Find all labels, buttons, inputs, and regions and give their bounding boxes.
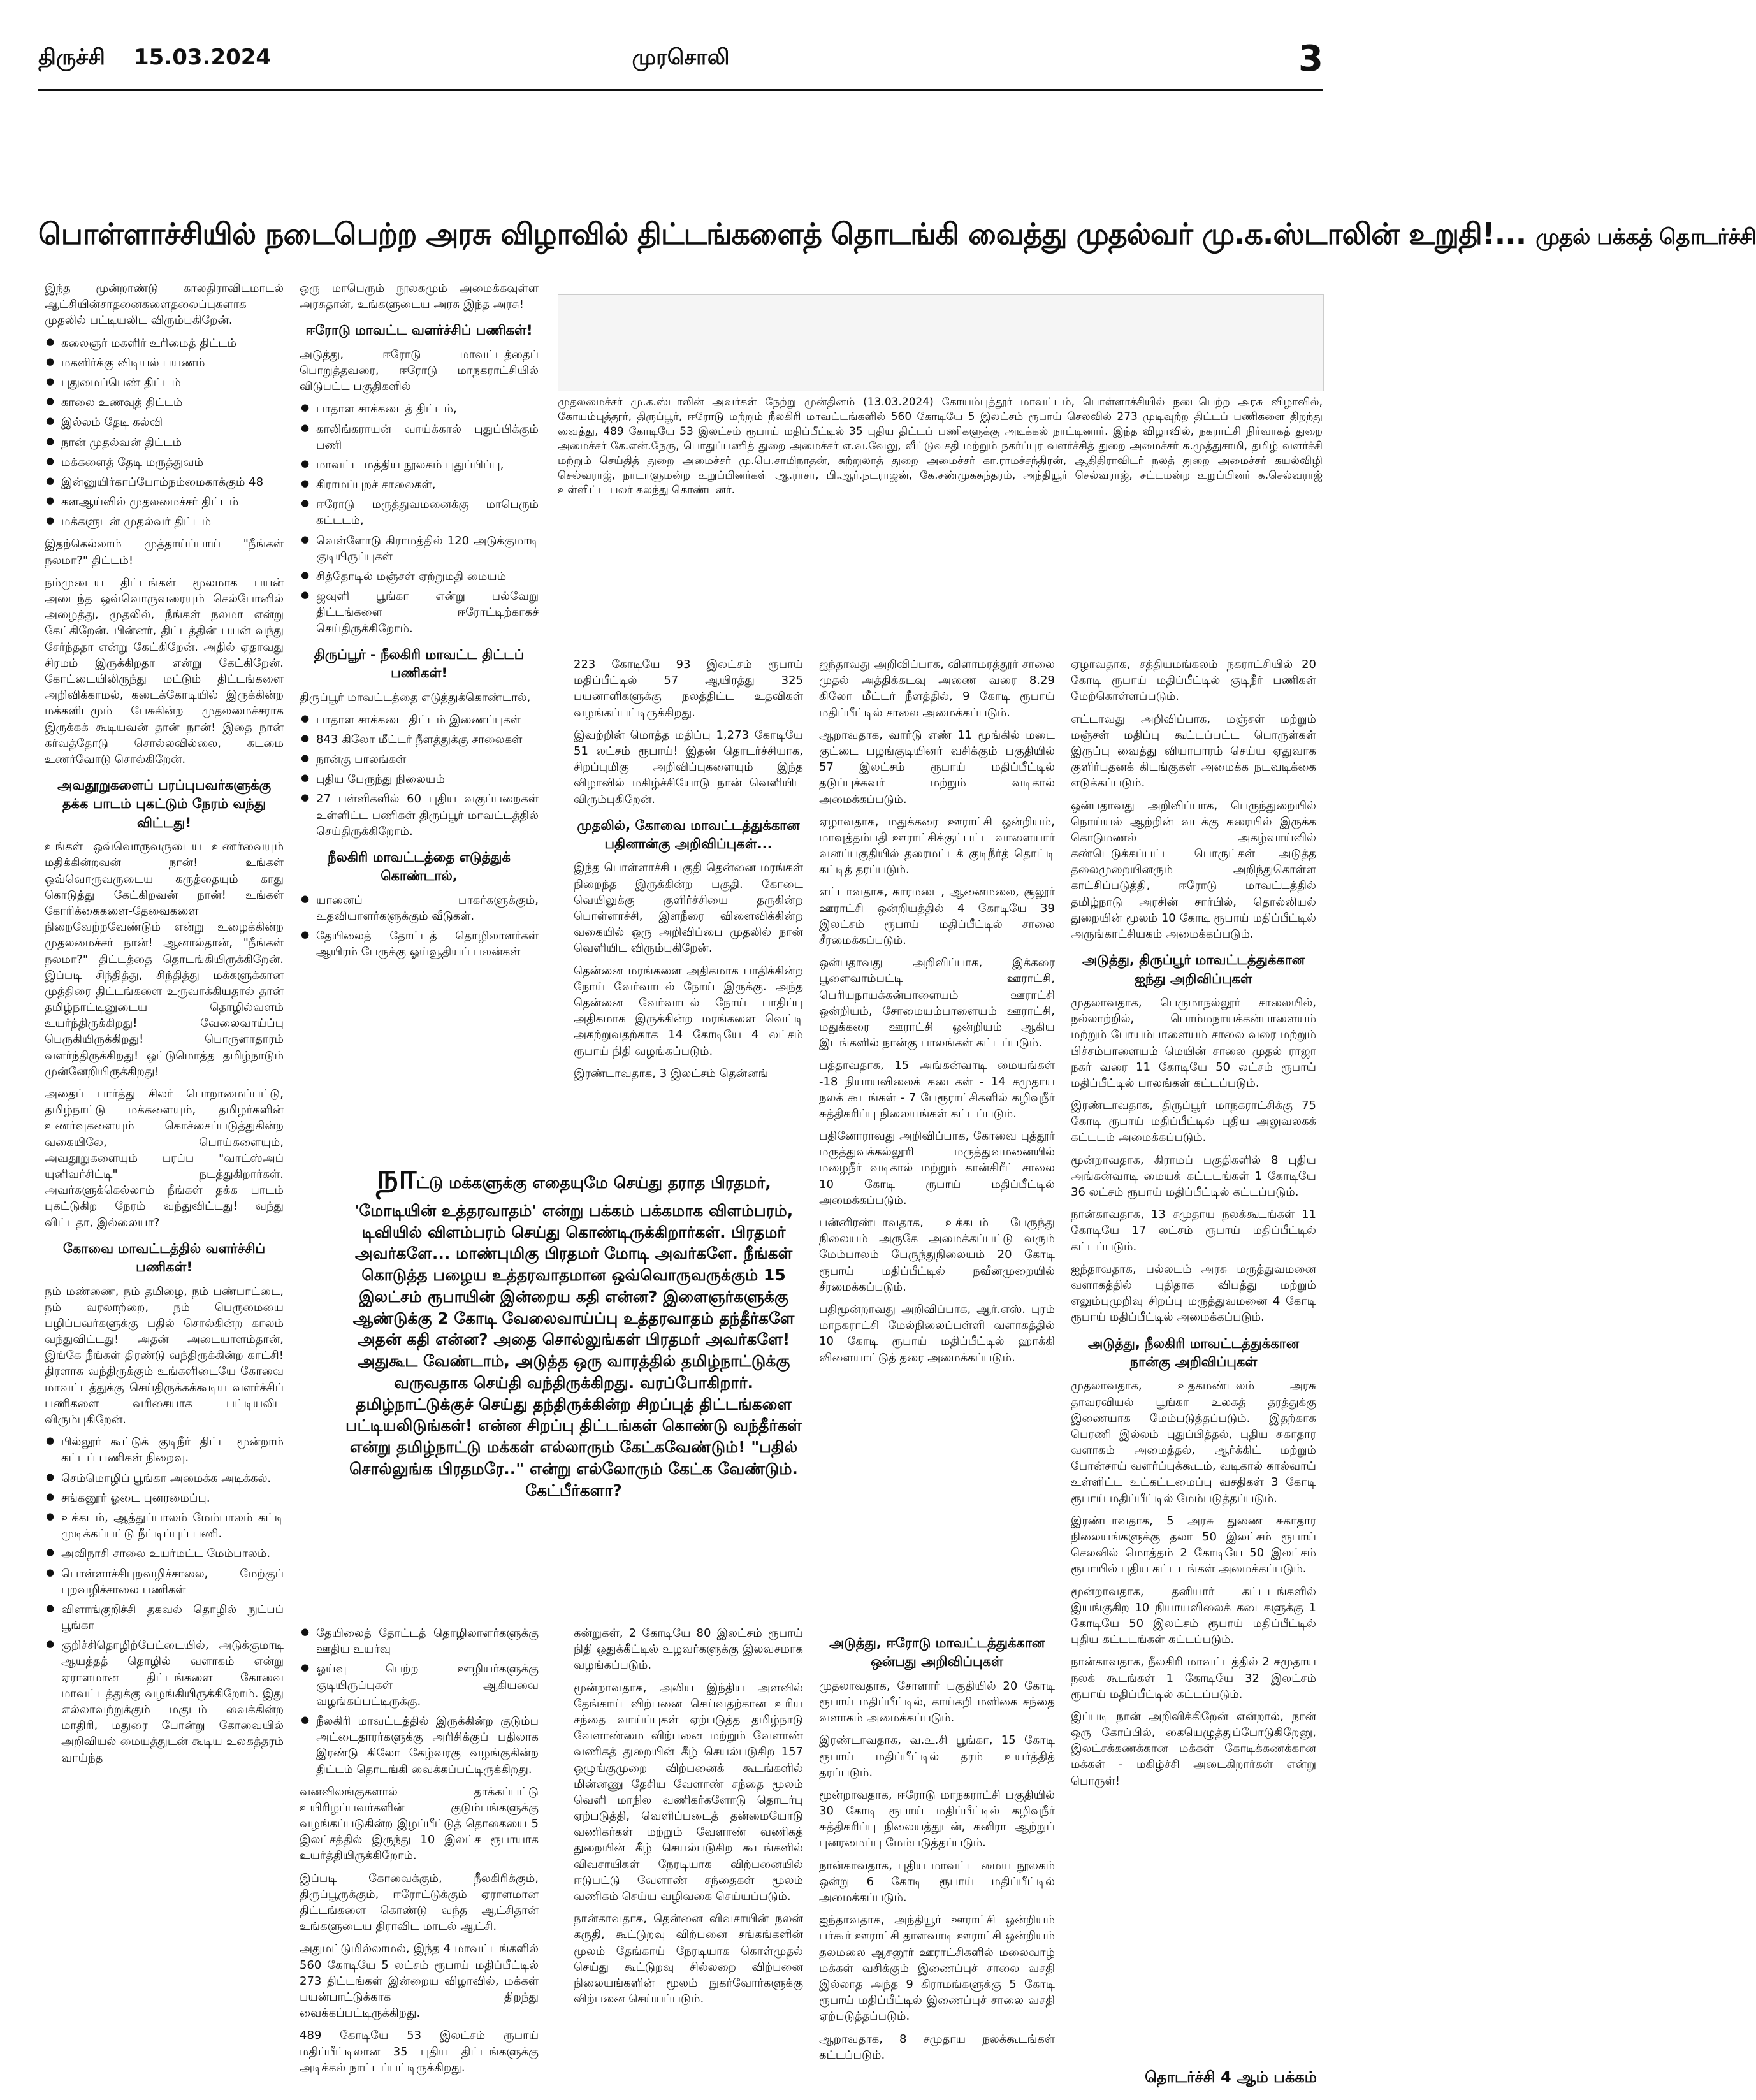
subheading: திருப்பூர் - நீலகிரி மாவட்ட திட்டப் பணிகள்!	[314, 646, 525, 681]
subheading: அடுத்து, திருப்பூர் மாவட்டத்துக்கான ஐந்து அறிவிப்புகள்	[1082, 952, 1305, 987]
paragraph: எட்டாவது அறிவிப்பாக, மஞ்சள் மற்றும் மஞ்சள் மதிப்பு கூட்டப்பட்ட பொருள்கள் இருப்பு வைத்து வியாபாரம் செய்ய ஏதுவாக குளிர்பதனக் கிடங்குகள் அமைக்க நடவடிக்கை எடுக்கப்படும்.	[1071, 712, 1316, 790]
bullet-list	[300, 892, 539, 960]
edition-location: திருச்சி	[38, 45, 105, 70]
paragraph: இவற்றின் மொத்த மதிப்பு 1,273 கோடியே 51 லட்சம் ரூபாய்! இதன் தொடர்ச்சியாக, சிறப்புமிகு அறிவிப்புகளையும் இந்த விழாவில் மகிழ்ச்சியோடு நான் வெளியிட விரும்புகிறேன்.	[574, 728, 803, 806]
paragraph: அதைப் பார்த்து சிலர் பொறாமைப்பட்டு, தமிழ்நாட்டு மக்களையும், தமிழர்களின் உணர்வுகளையும் கொச்சைப்படுத்துகின்ற வகையிலே, பொய்களையும், அவதூறுகளையும் பரப்ப "வாட்ஸ்அப் யுனிவர்சிட்டி" நடத்துகிறார்கள். அவர்களுக்கெல்லாம் நீங்கள் தக்க பாடம் புகட்டுகிற நேரம் வந்துவிட்டது! வந்து விட்டதா, இல்லையா?	[45, 1087, 284, 1229]
list-item: ● களஆய்வில் முதலமைச்சர் திட்டம்	[45, 494, 284, 510]
list-item: ● காலிங்கராயன் வாய்க்கால் புதுப்பிக்கும் பணி	[300, 421, 539, 453]
photo-caption: முதலமைச்சர் மு.க.ஸ்டாலின் அவர்கள் நேற்று முன்தினம் (13.03.2024) கோயம்புத்தூர் மாவட்டம், பொள்ளாச்சியில் நடைபெற்ற அரசு விழாவில், கோயம்புத்தூர், திருப்பூர், ஈரோடு மற்றும் நீலகிரி மாவட்டங்களில் 560 கோடியே 5 இலட்சம் ரூபாய் செலவில் 273 முடிவுற்ற திட்டப் பணிகளை திறந்து வைத்து, 489 கோடியே 53 இலட்சம் ரூபாய் மதிப்பீட்டில் 35 புதிய திட்டப் பணிகளுக்கு அடிக்கல் நாட்டினார். இந்த விழாவில், நகராட்சி நிர்வாகத் துறை அமைச்சர் கே.என்.நேரு, பொதுப்பணித் துறை அமைச்சர் எ.வ.வேலு, வீட்டுவசதி மற்றும் நகர்ப்புர வளர்ச்சித் துறை அமைச்சர் சு.முத்துசாமி, தமிழ் வளர்ச்சி மற்றும் செய்தித் துறை அமைச்சர் மு.பெ.சாமிநாதன், சுற்றுலாத் துறை அமைச்சர் கா.ராமச்சந்திரன், ஆதிதிராவிடர் நலத் துறை அமைச்சர் கயல்விழி செல்வராஜ், நாடாளுமன்ற உறுப்பினர்கள் ஆ.ராசா, பி.ஆர்.நடராஜன், கே.சண்முகசுந்தரம், அந்தியூர் செல்வராஜ், சட்டமன்ற உறுப்பினர் க.செல்வராஜ் உள்ளிட்ட பலர் கலந்து கொண்டனர்.	[558, 396, 1323, 496]
paragraph: அதுமட்டுமில்லாமல், இந்த 4 மாவட்டங்களில் 560 கோடியே 5 லட்சம் ரூபாய் மதிப்பீட்டில் 273 திட்டங்கள் இன்றைய விழாவில், மக்கள் பயன்பாட்டுக்காக திறந்து வைக்கப்பட்டிருக்கிறது.	[300, 1942, 539, 2020]
paragraph: மூன்றாவதாக, தனியார் கட்டடங்களில் இயங்குகிற 10 நியாயவிலைக் கடைகளுக்கு 1 கோடியே 50 இலட்சம் ரூபாய் மதிப்பீட்டில் புதிய கட்டடங்கள் கட்டப்படும்.	[1071, 1584, 1316, 1647]
subheading: முதலில், கோவை மாவட்டத்துக்கான பதினான்கு அறிவிப்புகள்...	[577, 817, 800, 852]
paragraph: கன்றுகள், 2 கோடியே 80 இலட்சம் ரூபாய் நிதி ஒதுக்கீட்டில் உழவர்களுக்கு இலவசமாக வழங்கப்படும்.	[574, 1626, 803, 1672]
bullet-list	[300, 712, 539, 839]
bullet-list	[300, 1625, 539, 1778]
list-item: ● மாவட்ட மத்திய நூலகம் புதுப்பிப்பு,	[300, 457, 539, 473]
list-item: ● நான் முதல்வன் திட்டம்	[45, 435, 284, 451]
list-item: ● நான்கு பாலங்கள்	[300, 751, 539, 767]
bullet-list	[300, 401, 539, 636]
paragraph: ஏழாவதாக, மதுக்கரை ஊராட்சி ஒன்றியம், மாவுத்தம்பதி ஊராட்சிக்குட்பட்ட வாளையார் வனப்பகுதியில் தரைமட்டக் குடிநீர்த் தொட்டி கட்டித் தரப்படும்.	[819, 815, 1055, 877]
subheading: அவதூறுகளைப் பரப்புபவர்களுக்கு தக்க பாடம் புகட்டும் நேரம் வந்து விட்டது!	[57, 778, 272, 830]
continued-note: தொடர்ச்சி 4 ஆம் பக்கம்	[1145, 2068, 1317, 2086]
column-4-top	[819, 656, 1055, 1612]
paragraph: ஏழாவதாக, சத்தியமங்கலம் நகராட்சியில் 20 கோடி ரூபாய் மதிப்பீட்டில் குடிநீர் பணிகள் மேற்கொள்ளப்படும்.	[1071, 658, 1316, 704]
paragraph: ஐந்தாவது அறிவிப்பாக, விளாமரத்தூர் சாலை முதல் அத்திக்கடவு அணை வரை 8.29 கிலோ மீட்டர் நீளத்தில், 9 கோடி ரூபாய் மதிப்பீட்டில் சாலை அமைக்கப்படும்.	[819, 658, 1055, 720]
list-item: ● ஜவுளி பூங்கா என்று பல்வேறு திட்டங்களை ஈரோட்டிற்காகச் செய்திருக்கிறோம்.	[300, 588, 539, 637]
paragraph: பன்னிரண்டாவதாக, உக்கடம் பேருந்து நிலையம் அருகே அமைக்கப்பட்டு வரும் மேம்பாலம் பேருந்துநிலையம் 20 கோடி ரூபாய் மதிப்பீட்டில் நவீனமுறையில் சீரமைக்கப்படும்.	[819, 1216, 1055, 1294]
paragraph: அடுத்து, ஈரோடு மாவட்டத்தைப் பொறுத்தவரை, ஈரோடு மாநகராட்சியில் விடுபட்ட பகுதிகளில்	[300, 347, 539, 394]
list-item: ● தேயிலைத் தோட்டத் தொழிலாளர்கள் ஆயிரம் பேருக்கு ஓய்வூதியப் பலன்கள்	[300, 928, 539, 960]
bullet-list	[45, 1434, 284, 1766]
paragraph: திருப்பூர் மாவட்டத்தை எடுத்துக்கொண்டால்,	[300, 690, 531, 704]
paragraph: மூன்றாவதாக, ஈரோடு மாநகராட்சி பகுதியில் 30 கோடி ரூபாய் மதிப்பீட்டில் கழிவுநீர் சுத்திகரிப்பு நிலையத்துடன், கனிரா ஆற்றுப் புனரமைப்பு மேம்படுத்தப்படும்.	[819, 1788, 1055, 1850]
list-item: ● கலைஞர் மகளிர் உரிமைத் திட்டம்	[45, 335, 284, 351]
list-item: ● பாதாள சாக்கடைத் திட்டம்,	[300, 401, 539, 417]
list-item: ● நீலகிரி மாவட்டத்தில் இருக்கின்ற குடும்ப அட்டைதாரர்களுக்கு அரிசிக்குப் பதிலாக இரண்டு கிலோ கேழ்வரகு வழங்குகின்ற திட்டம் தொடங்கி வைக்கப்பட்டிருக்கிறது.	[300, 1713, 539, 1778]
list-item: ● சித்தோடில் மஞ்சள் ஏற்றுமதி மையம்	[300, 568, 539, 584]
page-number: 3	[1298, 38, 1323, 80]
quote-text: ட்டு மக்களுக்கு எதையுமே செய்து தராத பிரதமர், 'மோடியின் உத்தரவாதம்' என்று பக்கம் பக்கமாக விளம்பரம், டிவியில் விளம்பரம் செய்து கொண்டிருக்கிறார்கள். பிரதமர் அவர்களே... மாண்புமிகு பிரதமர் மோடி அவர்களே. நீங்கள் கொடுத்த பழைய உத்தரவாதமான ஒவ்வொருவருக்கும் 15 இலட்சம் ரூபாயின் இன்றைய கதி என்ன? இளைஞர்களுக்கு ஆண்டுக்கு 2 கோடி வேலைவாய்ப்பு உத்தரவாதம் தந்தீர்களே அதன் கதி என்ன? அதை சொல்லுங்கள் பிரதமர் அவர்களே! அதுகூட வேண்டாம், அடுத்த ஒரு வாரத்தில் தமிழ்நாட்டுக்கு வருவதாக செய்தி வந்திருக்கிறது. வரப்போகிறார். தமிழ்நாட்டுக்குச் செய்து தந்திருக்கின்ற சிறப்புத் திட்டங்களை பட்டியலிடுங்கள்! என்ன சிறப்பு திட்டங்கள் கொண்டு வந்தீர்கள் என்று தமிழ்நாட்டு மக்கள் எல்லாரும் கேட்கவேண்டும்! "பதில் சொல்லுங்க பிரதமரே.." என்று எல்லோரும் கேட்க வேண்டும். கேட்பீர்களா?	[345, 1173, 802, 1500]
list-item: ● அவிநாசி சாலை உயர்மட்ட மேம்பாலம்.	[45, 1546, 284, 1561]
headline-sub: முதல் பக்கத் தொடர்ச்சி	[1535, 224, 1756, 250]
list-item: ● இல்லம் தேடி கல்வி	[45, 414, 284, 430]
paragraph: இந்த மூன்றாண்டு காலதிராவிடமாடல் ஆட்சியின்சாதனைகளைதலைப்புகளாக முதலில் பட்டியலிட விரும்புகிறேன்.	[45, 282, 284, 328]
paragraph: உங்கள் ஒவ்வொருவருடைய உணர்வையும் மதிக்கின்றவன் நான்! உங்கள் ஒவ்வொருவருடைய கருத்தையும் காது கொடுத்து கேட்கிறவன் நான்! உங்கள் கோரிக்கைகளை-தேவைகளை நிறைவேற்றவேண்டும் என்று உழைக்கின்ற முதலமைச்சர் நான்! ஆனால்தான், "நீங்கள் நலமா?" திட்டத்தை தொடங்கியிருக்கிறேன். இப்படி சிந்தித்து, சிந்தித்து மக்களுக்கான முத்திரை திட்டங்களை உருவாக்கியதால் தான் தமிழ்நாட்டினுடைய தொழில்வளம் உயர்ந்திருக்கிறது! வேலைவாய்ப்பு பெருகியிருக்கிறது! பொருளாதாரம் வளர்ந்திருக்கிறது! ஒட்டுமொத்த தமிழ்நாடும் முன்னேறியிருக்கிறது!	[45, 840, 284, 1078]
column-3-bottom	[574, 1625, 803, 2046]
list-item: ● இன்னுயிர்காப்போம்நம்மைகாக்கும் 48	[45, 474, 284, 490]
paragraph: நான்காவதாக, தென்னை விவசாயின் நலன் கருதி, கூட்டுறவு விற்பனை சங்கங்களின் மூலம் தேங்காய் நேரடியாக கொள்முதல் செய்து கூட்டுறவு சில்லறை விற்பனை நிலையங்களின் மூலம் நுகர்வோர்களுக்கு விற்பனை செய்யப்படும்.	[574, 1912, 803, 2006]
paragraph: ஒன்பதாவது அறிவிப்பாக, இக்கரை பூளைவாம்பட்டி ஊராட்சி, பெரியநாயக்கன்பாளையம் ஊராட்சி ஒன்றியம், சோமையம்பாளையம் ஊராட்சி, மதுக்கரை ஊராட்சி ஒன்றியம் ஆகிய இடங்களில் நான்கு பாலங்கள் கட்டப்படும்.	[819, 956, 1055, 1050]
bullet-list	[45, 335, 284, 530]
column-3-top	[574, 656, 803, 1128]
paragraph: ஆறாவதாக, வார்டு எண் 11 மூங்கில் மடை குட்டை பழங்குடியினர் வசிக்கும் பகுதியில் 57 இலட்சம் ரூபாய் மதிப்பீட்டில் தடுப்புச்சுவர் மற்றும் வடிகால் அமைக்கப்படும்.	[819, 728, 1055, 806]
drop-cap: நா	[376, 1156, 417, 1196]
paragraph: 489 கோடியே 53 இலட்சம் ரூபாய் மதிப்பீட்டிலான 35 புதிய திட்டங்களுக்கு அடிக்கல் நாட்டப்பட்டிருக்கிறது.	[300, 2029, 539, 2075]
paragraph: நான்காவதாக, நீலகிரி மாவட்டத்தில் 2 சமுதாய நலக் கூடங்கள் 1 கோடியே 32 இலட்சம் ரூபாய் மதிப்பீட்டில் கட்டப்படும்.	[1071, 1655, 1316, 1701]
list-item: ● ஓய்வு பெற்ற ஊழியர்களுக்கு குடியிருப்புகள் ஆகியவை வழங்கப்பட்டிருக்கு.	[300, 1661, 539, 1709]
paragraph: பதினோராவது அறிவிப்பாக, கோவை புத்தூர் மருத்துவக்கல்லூரி மருத்துவமனையில் மழைநீர் வடிகால் மற்றும் கான்கிரீட் சாலை 10 கோடி ரூபாய் மதிப்பீட்டில் அமைக்கப்படும்.	[819, 1129, 1055, 1207]
list-item: ● விளாங்குறிச்சி தகவல் தொழில் நுட்பப் பூங்கா	[45, 1602, 284, 1633]
subheading: அடுத்து, நீலகிரி மாவட்டத்துக்கான நான்கு அறிவிப்புகள்	[1087, 1335, 1300, 1370]
paragraph: வனவிலங்குகளால் தாக்கப்பட்டு உயிரிழப்பவர்களின் குடும்பங்களுக்கு வழங்கப்படுகின்ற இழப்பீட்டுத் தொகையை 5 இலட்சத்தில் இருந்து 10 இலட்ச ரூபாயாக உயர்த்தியிருக்கிறோம்.	[300, 1785, 539, 1863]
column-5	[1071, 656, 1316, 2046]
paragraph: முதலாவதாக, சோளார் பகுதியில் 20 கோடி ரூபாய் மதிப்பீட்டில், காய்கறி மளிகை சந்தை வளாகம் அமைக்கப்படும்.	[819, 1679, 1055, 1725]
news-photo	[558, 294, 1324, 391]
paragraph: நம்முடைய திட்டங்கள் மூலமாக பயன் அடைந்த ஒவ்வொருவரையும் செல்போனில் அழைத்து, முதலில், நீங்கள் நலமா என்று கேட்கிறேன். பின்னர், திட்டத்தின் பயன் வந்து சேர்ந்ததா என்று கேட்கிறேன். அதில் ஏதாவது சிரமம் இருக்கிறதா என்று கேட்கிறேன். கோட்டையிலிருந்து மட்டும் திட்டங்களை அறிவிக்காமல், கடைக்கோடியில் இருக்கின்ற மக்களிடமும் பேசுகின்ற முதலமைச்சராக இருக்கக் கூடியவன் தான் நான்! இதை நான் கர்வத்தோடு சொல்லவில்லை, கடமை உணர்வோடு சொல்கிறேன்.	[45, 576, 284, 766]
paragraph: ஐந்தாவதாக, அந்தியூர் ஊராட்சி ஒன்றியம் பர்கூர் ஊராட்சி தாளவாடி ஊராட்சி ஒன்றியம் தலமலை ஆசனூர் ஊராட்சிகளில் மலைவாழ் மக்கள் வசிக்கும் இணைப்புச் சாலை வசதி இல்லாத அந்த 9 கிராமங்களுக்கு 5 கோடி ரூபாய் மதிப்பீட்டில் இணைப்புச் சாலை வசதி ஏற்படுத்தப்படும்.	[819, 1913, 1055, 2024]
paragraph: இப்படி நான் அறிவிக்கிறேன் என்றால், நான் ஒரு கோப்பில், கையெழுத்துப்போடுகிறேனு, இலட்சக்கணக்கான மக்கள் கோடிக்கணக்கான மக்கள் - மகிழ்ச்சி அடைகிறார்கள் என்று பொருள்!	[1071, 1709, 1316, 1788]
subheading: அடுத்து, ஈரோடு மாவட்டத்துக்கான ஒன்பது அறிவிப்புகள்	[829, 1635, 1045, 1670]
list-item: ● 843 கிலோ மீட்டர் நீளத்துக்கு சாலைகள்	[300, 732, 539, 748]
highlight-quote	[344, 1154, 803, 1501]
list-item: ● ஈரோடு மருத்துவமனைக்கு மாபெரும் கட்டடம்,	[300, 496, 539, 528]
subheading: நீலகிரி மாவட்டத்தை எடுத்துக் கொண்டால்,	[328, 850, 511, 884]
list-item: ● 27 பள்ளிகளில் 60 புதிய வகுப்பறைகள் உள்ளிட்ட பணிகள் திருப்பூர் மாவட்டத்தில் செய்திருக்கிறோம்.	[300, 791, 539, 839]
paragraph: முதலாவதாக, பெருமாநல்லூர் சாலையில், நல்லாற்றில், பொம்மநாயக்கன்பாளையம் மற்றும் போயம்பாளையம் சாலை வரை மற்றும் பிச்சம்பாளையம் மெயின் சாலை முதல் ராஜா நகர் வரை 11 கோடியே 50 லட்சம் ரூபாய் மதிப்பீட்டில் பாலங்கள் கட்டப்படும்.	[1071, 996, 1316, 1090]
paragraph: நான்காவதாக, 13 சமுதாய நலக்கூடங்கள் 11 கோடியே 17 லட்சம் ரூபாய் மதிப்பீட்டில் கட்டப்படும்.	[1071, 1208, 1316, 1254]
paragraph: ஒரு மாபெரும் நூலகமும் அமைக்கவுள்ள அரசுதான், உங்களுடைய அரசு இந்த அரசு!	[300, 282, 539, 312]
headline	[38, 217, 1756, 252]
list-item: ● சங்கனூர் ஓடை புனரமைப்பு.	[45, 1490, 284, 1506]
paragraph: எட்டாவதாக, காரமடை, ஆனைமலை, சூலூர் ஊராட்சி ஒன்றியத்தில் 4 கோடியே 39 இலட்சம் ரூபாய் மதிப்பீட்டில் சாலை சீரமைக்கப்படும்.	[819, 885, 1055, 947]
newspaper-name: முரசொலி	[632, 45, 730, 70]
paragraph: இரண்டாவதாக, 5 அரசு துணை சுகாதார நிலையங்களுக்கு தலா 50 இலட்சம் ரூபாய் செலவில் மொத்தம் 2 கோடியே 50 இலட்சம் ரூபாயில் புதிய கட்டடங்கள் அமைக்கப்படும்.	[1071, 1514, 1316, 1576]
list-item: ● யானைப் பாகர்களுக்கும், உதவியாளர்களுக்கும் வீடுகள்.	[300, 892, 539, 924]
list-item: ● மக்களுடன் முதல்வர் திட்டம்	[45, 514, 284, 530]
list-item: ● புதுமைப்பெண் திட்டம்	[45, 375, 284, 391]
paragraph: நான்காவதாக, புதிய மாவட்ட மைய நூலகம் ஒன்று 6 கோடி ரூபாய் மதிப்பீட்டில் அமைக்கப்படும்.	[819, 1858, 1055, 1905]
paragraph: மூன்றாவதாக, கிராமப் பகுதிகளில் 8 புதிய அங்கன்வாடி மையக் கட்டடங்கள் 1 கோடியே 36 லட்சம் ரூபாய் மதிப்பீட்டில் கட்டப்படும்.	[1071, 1153, 1316, 1199]
page-header	[38, 38, 1323, 83]
paragraph: இரண்டாவதாக, திருப்பூர் மாநகராட்சிக்கு 75 கோடி ரூபாய் மதிப்பீட்டில் புதிய அலுவலகக் கட்டடம் அமைக்கப்படும்.	[1071, 1099, 1316, 1145]
paragraph: பத்தாவதாக, 15 அங்கன்வாடி மையங்கள் -18 நியாயவிலைக் கடைகள் - 14 சமுதாய நலக் கூடங்கள் - 7 பேரூராட்சிகளில் கழிவுநீர் சுத்திகரிப்பு நிலையங்கள் கட்டப்படும்.	[819, 1059, 1055, 1120]
list-item: ● காலை உணவுத் திட்டம்	[45, 395, 284, 410]
headline-main: பொள்ளாச்சியில் நடைபெற்ற அரசு விழாவில் திட்டங்களைத் தொடங்கி வைத்து முதல்வர் மு.க.ஸ்டாலின் உறுதி!...	[38, 217, 1527, 251]
paragraph: இப்படி கோவைக்கும், நீலகிரிக்கும், திருப்பூருக்கும், ஈரோட்டுக்கும் ஏராளமான திட்டங்களை கொண்டு வந்த ஆட்சிதான் உங்களுடைய திராவிட மாடல் ஆட்சி.	[300, 1871, 539, 1934]
paragraph: 223 கோடியே 93 இலட்சம் ரூபாய் மதிப்பீட்டில் 57 ஆயிரத்து 325 பயனாளிகளுக்கு நலத்திட்ட உதவிகள் வழங்கப்பட்டிருக்கிறது.	[574, 658, 803, 720]
column-2-bottom	[300, 1625, 539, 2075]
paragraph: இரண்டாவதாக, 3 இலட்சம் தென்னங்	[574, 1066, 769, 1080]
paragraph: ஒன்பதாவது அறிவிப்பாக, பெருந்துறையில் நொய்யல் ஆற்றின் வடக்கு கரையில் இருக்க கொடுமணல் அகழ்வாய்வில் கண்டெடுக்கப்பட்ட பொருட்கள் அடுத்த தலைமுறையினரும் அறிந்துகொள்ள காட்சிப்படுத்தி, ஈரோடு மாவட்டத்தில் தமிழ்நாடு அரசின் சார்பில், தொல்லியல் துறையின் மூலம் 10 கோடி ரூபாய் மதிப்பீட்டில் அருங்காட்சியகம் அமைக்கப்படும்.	[1071, 799, 1316, 941]
column-2-top	[300, 280, 539, 1109]
list-item: ● தேயிலைத் தோட்டத் தொழிலாளர்களுக்கு ஊதிய உயர்வு	[300, 1625, 539, 1657]
list-item: ● கிராமப்புறச் சாலைகள்,	[300, 477, 539, 493]
paragraph: நம் மண்ணை, நம் தமிழை, நம் பண்பாட்டை, நம் வரலாற்றை, நம் பெருமையை பழிப்பவர்களுக்கு பதில் சொல்கின்ற காலம் வந்துவிட்டது! அதன் அடையாளம்தான், இங்கே நீங்கள் திரண்டு வந்திருக்கின்ற காட்சி! திரளாக வந்திருக்கும் உங்களிடையே கோவை மாவட்டத்துக்கு செய்திருக்கக்கூடிய வளர்ச்சிப் பணிகளை வரிசையாக பட்டியலிட விரும்புகிறேன்.	[45, 1284, 284, 1427]
column-1	[45, 280, 284, 2052]
list-item: ● குறிச்சிதொழிற்பேட்டையில், அடுக்குமாடி ஆயத்தத் தொழில் வளாகம் என்று ஏராளமான திட்டங்களை கோவை மாவட்டத்துக்கு வழங்கியிருக்கிறோம். இது எல்லாவற்றுக்கும் மகுடம் வைக்கின்ற மாதிரி, மதுரை போன்று கோவையில் அறிவியல் மையத்துடன் கூடிய உலகத்தரம் வாய்ந்த	[45, 1637, 284, 1766]
paragraph: ஐந்தாவதாக, பல்லடம் அரசு மருத்துவமனை வளாகத்தில் புதிதாக விபத்து மற்றும் எலும்புமுறிவு சிறப்பு மருத்துவமனை 4 கோடி ரூபாய் மதிப்பீட்டில் அமைக்கப்படும்.	[1071, 1262, 1316, 1324]
paragraph: தென்னை மரங்களை அதிகமாக பாதிக்கின்ற நோய் வேர்வாடல் நோய் இருக்கு. அந்த தென்னை வேர்வாடல் நோய் பாதிப்பு அதிகமாக இருக்கின்ற மரங்களை வெட்டி அகற்றுவதற்காக 14 கோடியே 4 லட்சம் ரூபாய் நிதி வழங்கப்படும்.	[574, 964, 803, 1058]
list-item: ● புதிய பேருந்து நிலையம்	[300, 771, 539, 787]
paragraph: இதற்கெல்லாம் முத்தாய்ப்பாய் "நீங்கள் நலமா?" திட்டம்!	[45, 537, 284, 567]
list-item: ● மக்களைத் தேடி மருத்துவம்	[45, 454, 284, 470]
paragraph: பதிமூன்றாவது அறிவிப்பாக, ஆர்.எஸ். புரம் மாநகராட்சி மேல்நிலைப்பள்ளி வளாகத்தில் 10 கோடி ரூபாய் மதிப்பீட்டில் ஹாக்கி விளையாட்டுத் தரை அமைக்கப்படும்.	[819, 1302, 1055, 1365]
paragraph: ஆறாவதாக, 8 சமுதாய நலக்கூடங்கள் கட்டப்படும்.	[819, 2032, 1055, 2062]
list-item: ● பாதாள சாக்கடை திட்டம் இணைப்புகள்	[300, 712, 539, 728]
column-4-bottom	[819, 1625, 1055, 2062]
edition-date: 15.03.2024	[134, 45, 272, 70]
list-item: ● பொள்ளாச்சிபுறவழிச்சாலை, மேற்குப் புறவழிச்சாலை பணிகள்	[45, 1566, 284, 1598]
paragraph: இந்த பொள்ளாச்சி பகுதி தென்னை மரங்கள் நிறைந்த இருக்கின்ற பகுதி. கோடை வெயிலுக்கு குளிர்ச்சியை தருகின்ற பொள்ளாச்சி, இளநீரை விளைவிக்கின்ற வகையில் ஒரு அறிவிப்பை முதலில் நான் வெளியிட விரும்புகிறேன்.	[574, 861, 803, 955]
header-rule	[38, 89, 1323, 91]
subheading: ஈரோடு மாவட்ட வளர்ச்சிப் பணிகள்!	[305, 322, 533, 338]
paragraph: முதலாவதாக, உதகமண்டலம் அரசு தாவரவியல் பூங்கா உலகத் தரத்துக்கு இணையாக மேம்படுத்தப்படும். இதற்காக பெரணி இல்லம் புதுப்பித்தல், புதிய சுகாதார வளாகம் அமைத்தல், ஆர்க்கிட் மற்றும் போன்சாய் வளர்ப்புக்கூடம், வடிகால் கால்வாய் உள்ளிட்ட உட்கட்டமைப்பு வசதிகள் 3 கோடி ரூபாய் மதிப்பீட்டில் மேம்படுத்தப்படும்.	[1071, 1379, 1316, 1505]
subheading: கோவை மாவட்டத்தில் வளர்ச்சிப் பணிகள்!	[62, 1240, 266, 1275]
paragraph: இரண்டாவதாக, வ.உ.சி பூங்கா, 15 கோடி ரூபாய் மதிப்பீட்டில் தரம் உயர்த்தித் தரப்படும்.	[819, 1734, 1055, 1779]
list-item: ● பில்லூர் கூட்டுக் குடிநீர் திட்ட மூன்றாம் கட்டப் பணிகள் நிறைவு.	[45, 1434, 284, 1466]
paragraph: மூன்றாவதாக, அலிய இந்திய அளவில் தேங்காய் விற்பனை செய்வதற்கான உரிய சந்தை வாய்ப்புகள் ஏற்படுத்த தமிழ்நாடு வேளாண்மை விற்பனை மற்றும் வேளாண் வணிகத் துறையின் கீழ் செயல்படுகிற 157 ஒழுங்குமுறை விற்பனைக் கூடங்களில் மின்னணு தேசிய வேளாண் சந்தை மூலம் வெளி மாநில வணிகர்களோடு தொடர்பு ஏற்படுத்தி, வெளிப்படைத் தன்மையோடு வணிகர்கள் மற்றும் வேளாண் வணிகத் துறையின் கீழ் செயல்படுகிற கூடங்களில் விவசாயிகள் நேரடியாக விற்பனையில் ஈடுபட்டு வேளாண் சந்தைகள் மூலம் வணிகம் செய்ய வழிவகை செய்யப்படும்.	[574, 1681, 803, 1903]
list-item: ● மகளிர்க்கு விடியல் பயணம்	[45, 355, 284, 371]
list-item: ● உக்கடம், ஆத்துப்பாலம் மேம்பாலம் கட்டி முடிக்கப்பட்டு நீட்டிப்புப் பணி.	[45, 1510, 284, 1542]
list-item: ● செம்மொழிப் பூங்கா அமைக்க அடிக்கல்.	[45, 1470, 284, 1486]
list-item: ● வெள்ளோடு கிராமத்தில் 120 அடுக்குமாடி குடியிருப்புகள்	[300, 533, 539, 565]
